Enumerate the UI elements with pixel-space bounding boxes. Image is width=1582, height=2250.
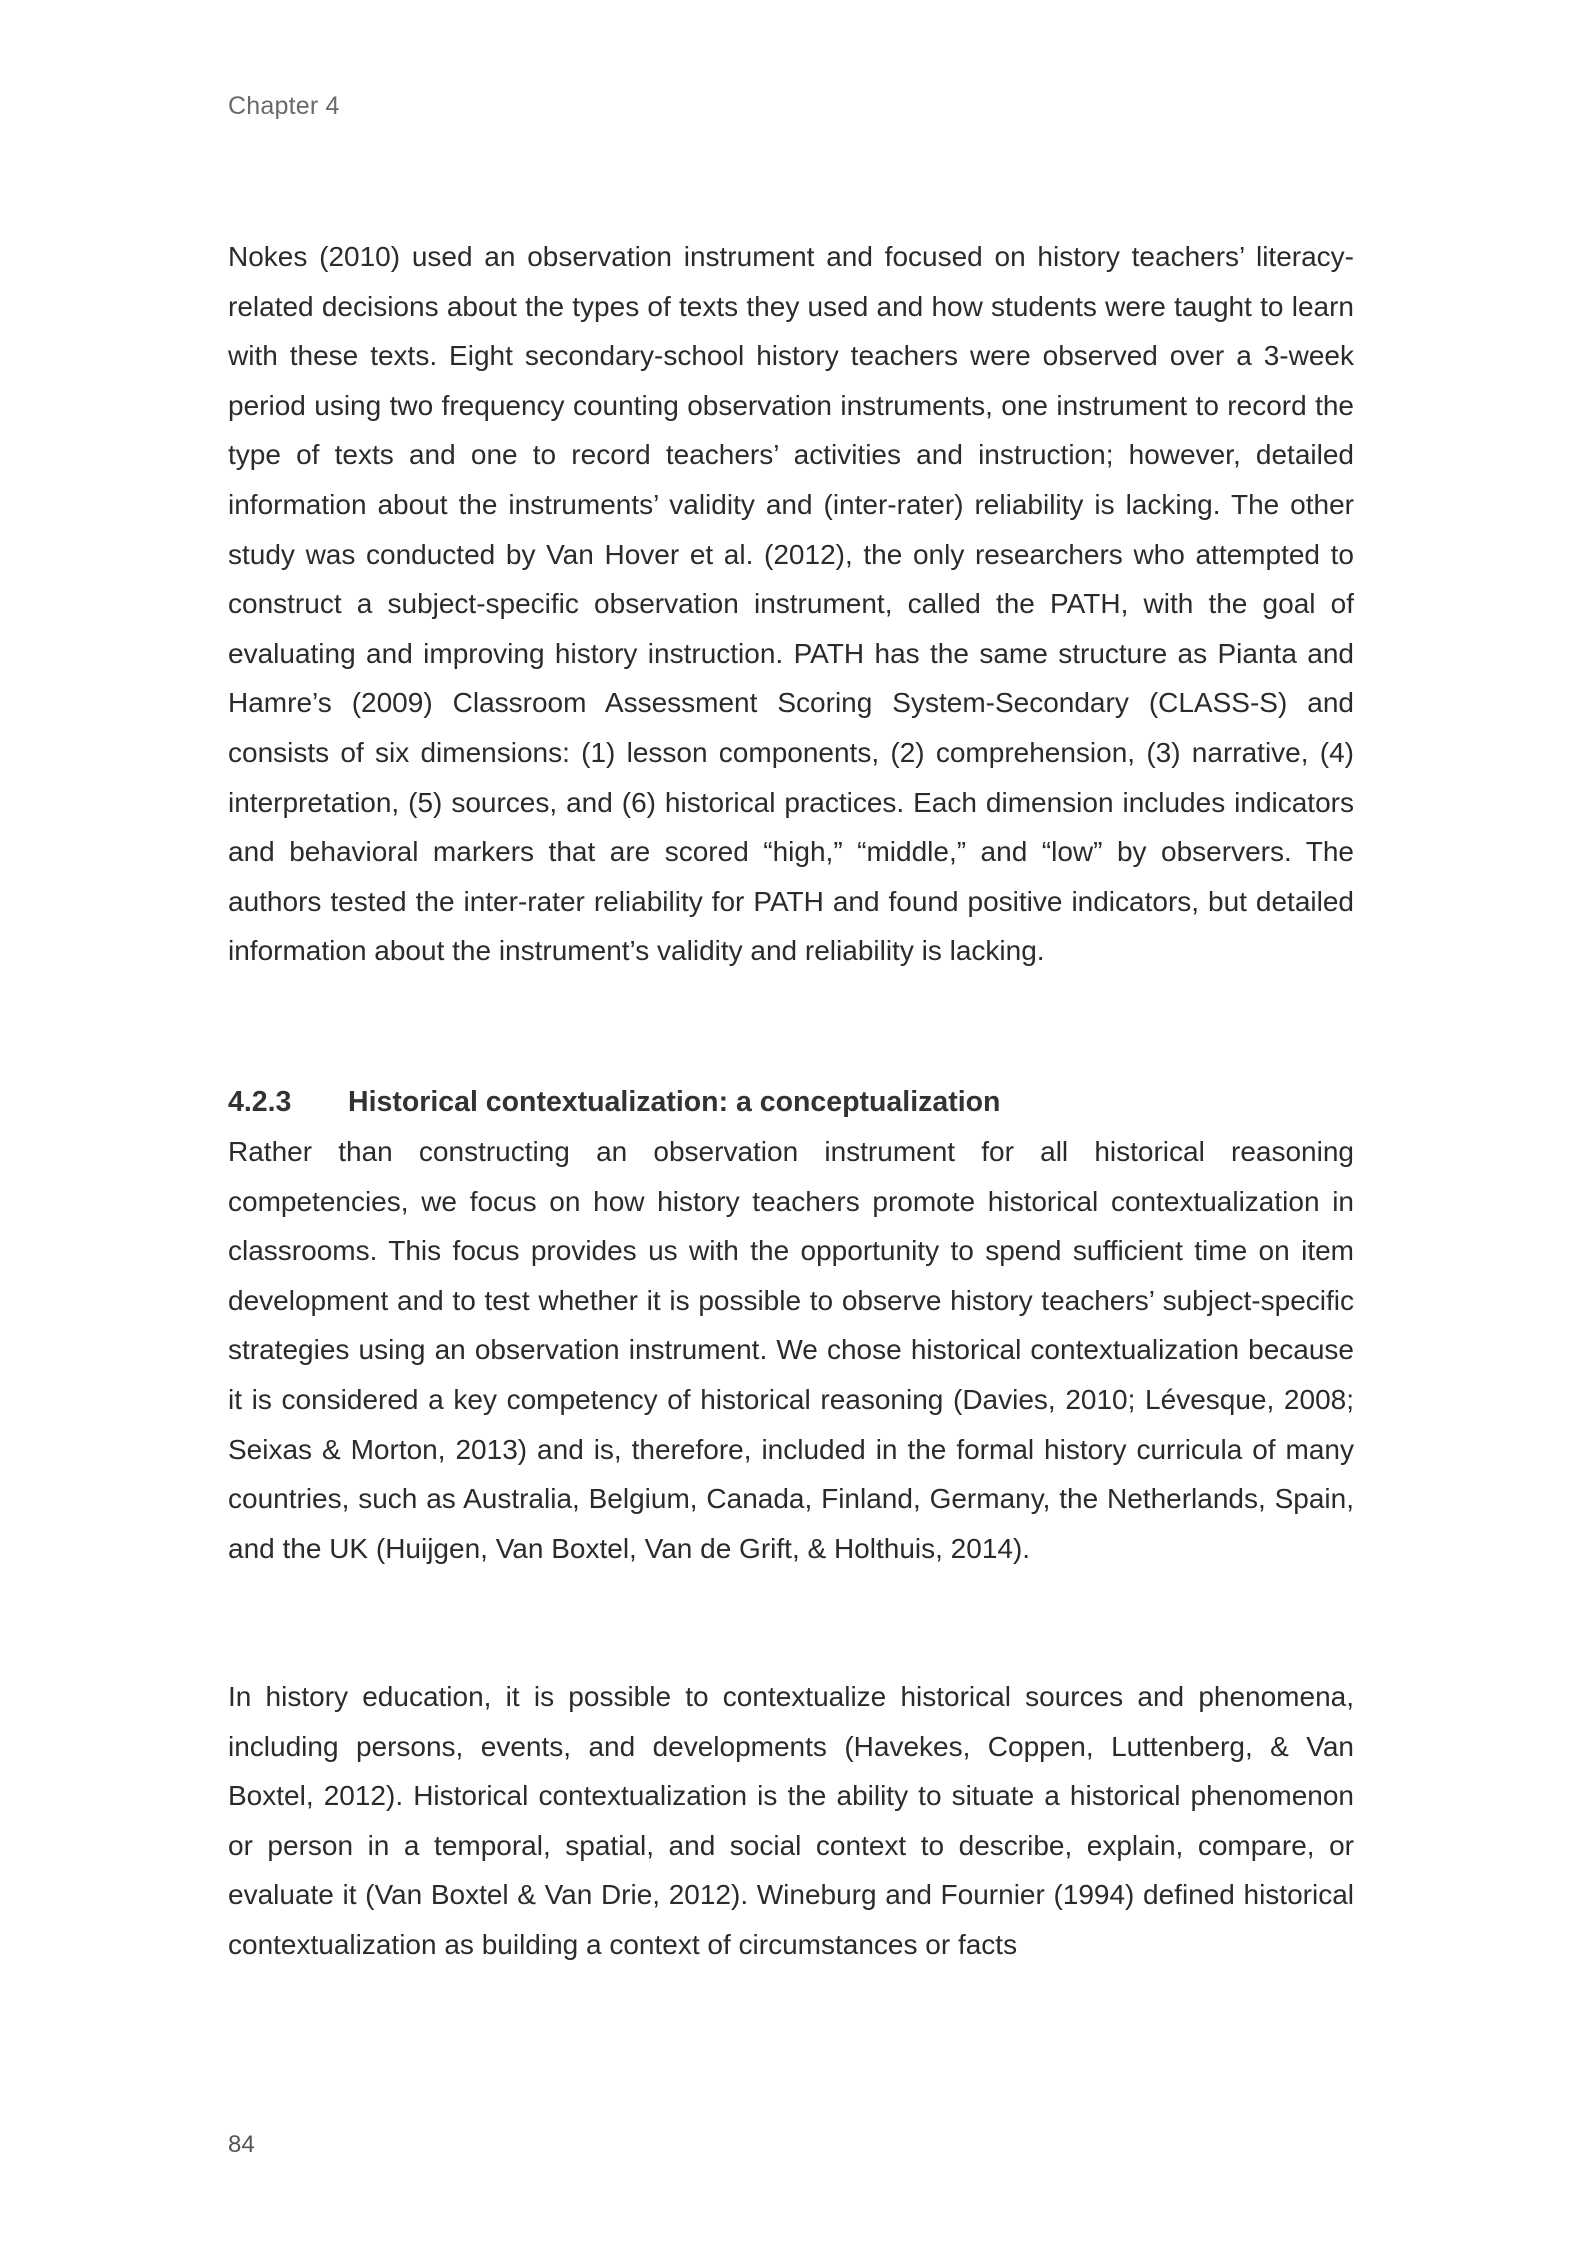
body-paragraph-2 — [228, 1127, 1354, 1573]
paragraph-text: In history education, it is possible to contextualize historical sources and phenomena, including persons, events, and developments (Havekes, Coppen, Luttenberg, & Van Boxtel, 2012). Historical contextualization is the ability to situate a historical phenomenon or person in a temporal, spatial, and social context to describe, explain, compare, or evaluate it (Van Boxtel & Van Drie, 2012). Wineburg and Fournier (1994) defined historical contextualization as building a context of circumstances or facts — [228, 1681, 1354, 1960]
section-number: 4.2.3 — [228, 1086, 292, 1118]
running-head: Chapter 4 — [228, 92, 340, 120]
body-paragraph-3 — [228, 1672, 1354, 1970]
page-number: 84 — [228, 2131, 255, 2158]
section-title: Historical contextualization: a conceptualization — [348, 1086, 1001, 1118]
paragraph-text: Nokes (2010) used an observation instrument and focused on history teachers’ literacy-related decisions about the types of texts they used and how students were taught to learn with these texts. Eight secondary-school history teachers were observed over a 3-week period using two frequency counting observation instruments, one instrument to record the type of texts and one to record teachers’ activities and instruction; however, detailed information about the instruments’ validity and (inter-rater) reliability is lacking. The other study was conducted by Van Hover et al. (2012), the only researchers who attempted to construct a subject-specific observation instrument, called the PATH, with the goal of evaluating and improving history instruction. PATH has the same structure as Pianta and Hamre’s (2009) Classroom Assessment Scoring System-Secondary (CLASS-S) and consists of six dimensions: (1) lesson components, (2) comprehension, (3) narrative, (4) interpretation, (5) sources, and (6) historical practices. Each dimension includes indicators and behavioral markers that are scored “high,” “middle,” and “low” by observers. The authors tested the inter-rater reliability for PATH and found positive indicators, but detailed information about the instrument’s validity and reliability is lacking. — [228, 241, 1354, 967]
section-heading — [228, 1078, 1000, 1127]
paragraph-text: Rather than constructing an observation instrument for all historical reasoning competencies, we focus on how history teachers promote historical contextualization in classrooms. This focus provides us with the opportunity to spend sufficient time on item development and to test whether it is possible to observe history teachers’ subject-specific strategies using an observation instrument. We chose historical contextualization because it is considered a key competency of historical reasoning (Davies, 2010; Lévesque, 2008; Seixas & Morton, 2013) and is, therefore, included in the formal history curricula of many countries, such as Australia, Belgium, Canada, Finland, Germany, the Netherlands, Spain, and the UK (Huijgen, Van Boxtel, Van de Grift, & Holthuis, 2014). — [228, 1136, 1354, 1564]
body-paragraph-1 — [228, 232, 1354, 976]
